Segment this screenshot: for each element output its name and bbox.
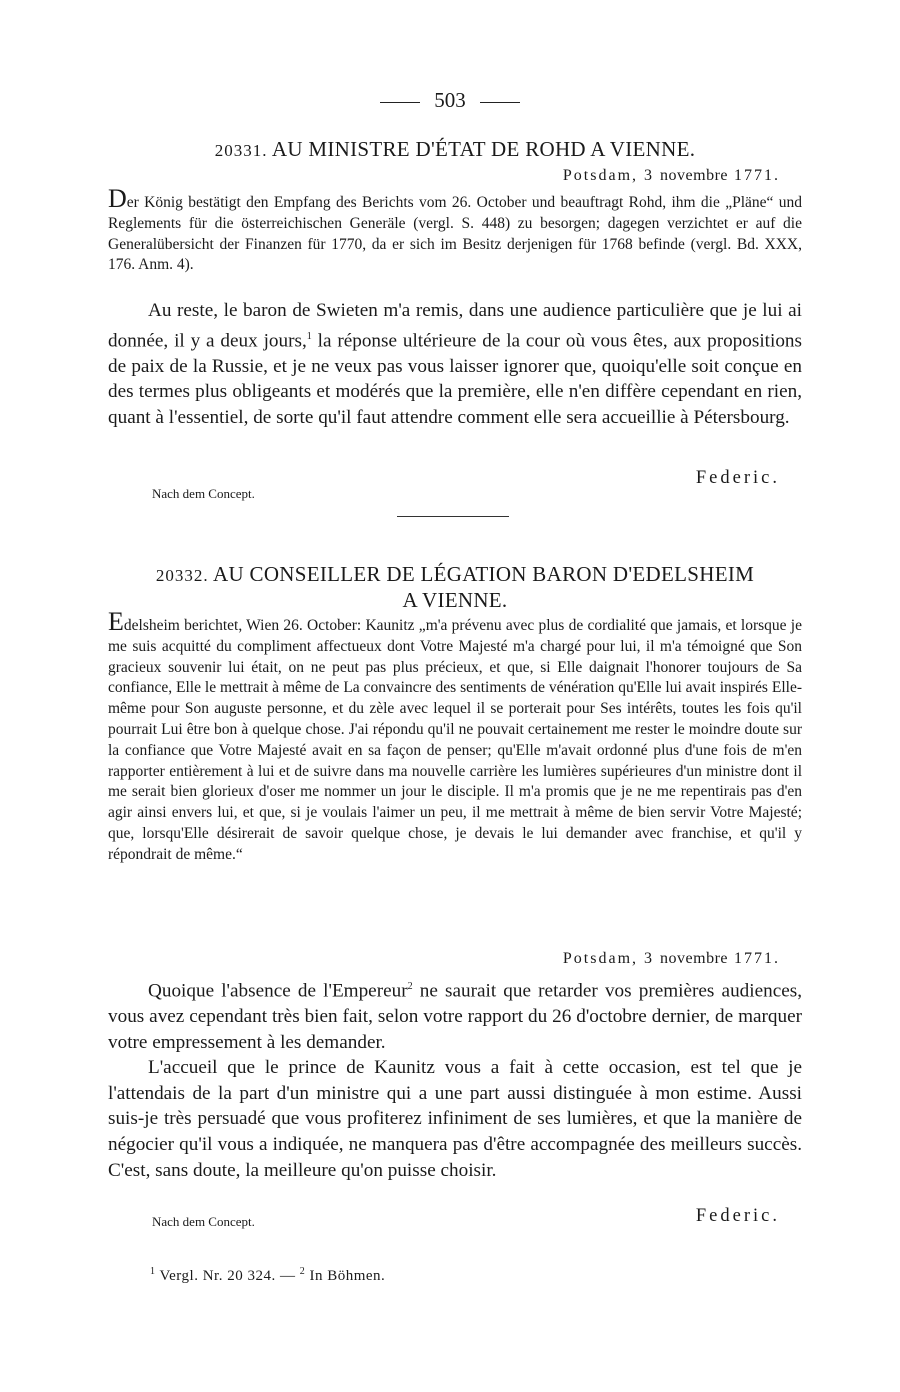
footnote-1-mark: 1 [150,1266,156,1277]
letter2-date-month: novembre [660,950,728,967]
letter1-body-part1: Au reste, le baron de Swieten m'a remis, dans une audience particulière que je lui ai donnée, il y a deux jours, [108,300,802,351]
letter1-summary-initial: D [108,184,127,213]
letter2-body [108,974,802,1183]
letter1-footnote-ref: 1 [306,330,312,342]
letter2-paragraph-2: L'accueil que le prince de Kaunitz vous a fait à cette occasion, est tel que je l'attendais de la part d'un ministre qui a une part aussi distinguée à mon estime. Aussi suis-je très persuadé que vous profiterez infiniment de ses lumières, et que la manière de négocier qu'il vous a indiquée, ne manquera pas d'être accompagnée des meilleurs succès. C'est, sans doute, la meilleure qu'on puisse choisir. [108,1057,802,1181]
letter1-body-part2: la réponse ultérieure de la cour où vous êtes, aux propositions de paix de la Russie, et je ne veux pas vous laisser ignorer que, quoiqu'elle soit conçue en des termes plus obligeants et modérés que la première, elle n'en diffère cependant en rien, quant à l'essentiel, de sorte qu'il faut attendre comment elle sera accueillie à Pétersbourg. [108,329,802,428]
letter2-footnote-ref: 2 [407,981,413,992]
letter2-para1-part1: Quoique l'absence de l'Empereur [148,980,408,1002]
letter1-summary [108,184,802,276]
letter1-paragraph [108,298,802,430]
letter2-paragraph-1 [108,974,802,1055]
letter1-source: Nach dem Concept. [152,486,255,501]
letter2-title-line2: A VIENNE. [402,588,508,612]
letter1-date-year: 1771. [734,167,780,184]
letter1-date-day: 3 [644,167,655,184]
letter1-signature: Federic. [695,468,780,488]
letter1-summary-text: er König bestätigt den Empfang des Berichts vom 26. October und beauftragt Rohd, ihm die „Pläne“ und Reglements für die österreichischen Generäle (vergl. S. 448) zu besorgen; dagegen verzichtet er auf die Generalübersicht der Finanzen für 1770, da er sich im Besitz derjenigen für 1768 befinde (vergl. Bd. XXX, 176. Anm. 4). [108,194,802,274]
letter2-date-day: 3 [644,950,655,967]
letter1-date-month: novembre [660,167,728,184]
letter2-date-year: 1771. [734,950,780,967]
letter2-dateline [563,950,780,968]
section-separator [397,516,509,517]
letter1-number: 20331. [214,141,268,160]
footnote-1-text: Vergl. Nr. 20 324. [155,1268,276,1284]
letter1-body [108,298,802,430]
letter1-dateline [563,167,780,185]
letter2-summary-text: delsheim berichtet, Wien 26. October: Kaunitz „m'a prévenu avec plus de cordialité que jamais, et lorsque je me suis acquitté du compliment affectueux dont Votre Majesté m'a chargé pour lui, il m'a témoigné que Son gracieux souvenir lui était, on ne peut pas plus précieux, et que, si Elle daignait l'honorer toujours de Sa confiance, Elle le mettrait à même de La convaincre des sentiments de vénération qu'Elle lui avait inspirés Elle-même pour Son auguste personne, et du zèle avec lequel il se porterait pour Ses intérêts, toutes les fois qu'il pourrait Lui être bon à quelque chose. J'ai répondu qu'il ne pouvait certainement me rester le moindre doute sur la confiance que Votre Majesté avait en sa façon de penser; qu'Elle m'avait ordonné plus d'une fois de m'en rapporter entièrement à lui et de suivre dans ma nouvelle carrière les lumières supérieures d'un ministre dont il me serait bien glorieux d'oser me nommer un jour le disciple. Il m'a promis que je ne me repentirais pas d'en agir ainsi envers lui, et que, si je voulais l'aimer un peu, il me mettrait à même de bien servir Votre Majesté; que, lorsqu'Elle désirerait de savoir quelque chose, je devais le lui demander avec franchise, et qu'il y répondrait de même.“ [108,617,802,863]
letter1-date-place: Potsdam, [562,167,639,184]
page-number: 503 [434,88,466,112]
letter2-summary-initial: E [108,607,124,636]
letter2-number: 20332. [155,566,209,585]
footnote-separator: — [275,1268,300,1284]
letter1-heading [108,137,802,163]
letter2-heading [108,562,802,612]
letter2-signature: Federic. [695,1206,780,1226]
letter2-date-place: Potsdam, [562,950,639,967]
footnotes [150,1266,385,1285]
footnote-2-text: In Böhmen. [305,1268,386,1284]
letter2-source: Nach dem Concept. [152,1214,255,1229]
letter2-para1-part2: ne saurait que retarder vos premières audiences, vous avez cependant très bien fait, selon votre rapport du 26 d'octobre dernier, de marquer votre empressement à les demander. [108,980,802,1053]
letter1-title: AU MINISTRE D'ÉTAT DE ROHD A VIENNE. [271,137,696,161]
letter2-title-line1: AU CONSEILLER DE LÉGATION BARON D'EDELSHEIM [213,562,755,586]
footnote-2-mark: 2 [299,1266,306,1277]
page-number-rule-left [380,102,420,103]
letter2-heading-line1 [108,562,802,588]
letter2-summary [108,607,802,866]
page-number-rule-right [480,102,520,103]
page-number-row [0,88,900,113]
